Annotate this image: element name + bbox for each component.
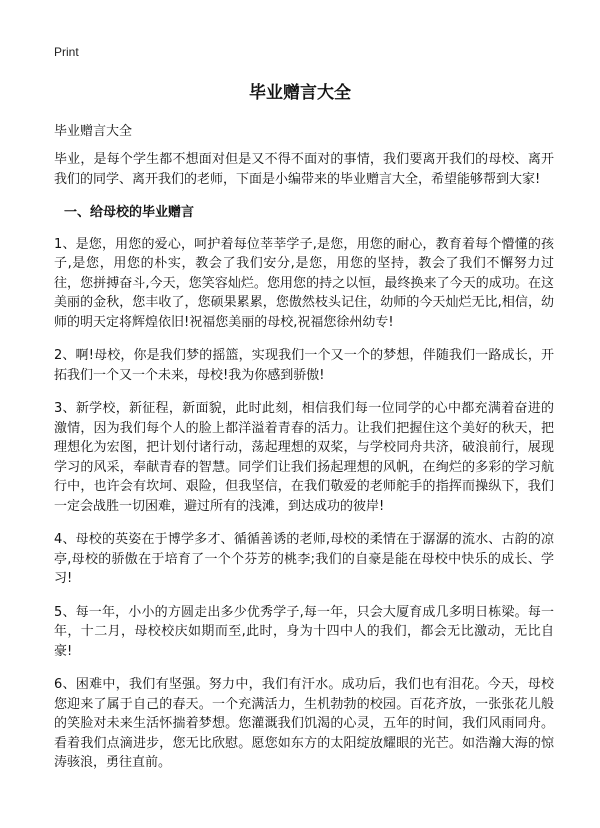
paragraph-6: 6、困难中，我们有坚强。努力中，我们有汗水。成功后，我们也有泪花。今天，母校您迎来了属于自己的春天。一个充满活力，生机勃勃的校园。百花齐放，一张张花儿般的笑脸对未来生活怀揣着梦想。您灌溉我们饥渴的心灵，五年的时间，我们风雨同舟。看着我们点滴进步，您无比欣慰。愿您如东方的太阳绽放耀眼的光芒。如浩瀚大海的惊涛骇浪，勇往直前。: [54, 677, 554, 770]
paragraph-1: 1、是您，用您的爱心，呵护着每位莘莘学子,是您，用您的耐心，教育着每个懵懂的孩子,是您，用您的朴实，教会了我们安分,是您，用您的坚持，教会了我们不懈努力过往，您拼搏奋斗,今天，您笑容灿烂。您用您的持之以恒，最终换来了今天的成功。在这美丽的金秋，您丰收了，您硕果累累，您傲然枝头记住，幼师的今天灿烂无比,相信，幼师的明天定将辉煌依旧!祝福您美丽的母校,祝福您徐州幼专!: [54, 236, 554, 330]
section-heading: 一、给母校的毕业赠言: [64, 205, 195, 220]
paragraph-5: 5、每一年，小小的方圆走出多少优秀学子,每一年，只会大厦育成几多明日栋梁。每一年，十二月，母校校庆如期而至,此时，身为十四中人的我们，都会无比激动，无比自豪!: [54, 604, 554, 659]
page-title: 毕业赠言大全: [249, 83, 351, 103]
paragraph-2: 2、啊!母校，你是我们梦的摇篮，实现我们一个又一个的梦想，伴随我们一路成长，开拓我们一个又一个未来，母校!我为你感到骄傲!: [54, 348, 554, 383]
article-body: [54, 150, 554, 787]
intro-paragraph: 毕业，是每个学生都不想面对但是又不得不面对的事情，我们要离开我们的母校、离开我们的同学、离开我们的老师，下面是小编带来的毕业赠言大全，希望能够帮到大家!: [54, 152, 554, 187]
document-subtitle: 毕业赠言大全: [54, 124, 133, 139]
paragraph-3: 3、新学校，新征程，新面貌，此时此刻，相信我们每一位同学的心中都充满着奋进的激情，因为我们每个人的脸上都洋溢着青春的活力。让我们把握住这个美好的秋天，把理想化为宏图，把计划付诸行动，荡起理想的双桨，与学校同舟共济，破浪前行，展现学习的风采，奉献青春的智慧。同学们让我们扬起理想的风帆，在绚烂的多彩的学习航行中，也许会有坎坷、艰险，但我坚信，在我们敬爱的老师舵手的指挥而操纵下，我们一定会战胜一切困难，避过所有的浅滩，到达成功的彼岸!: [54, 401, 554, 514]
print-link[interactable]: Print: [54, 45, 79, 59]
paragraph-4: 4、母校的英姿在于博学多才、循循善诱的老师,母校的柔情在于潺潺的流水、古韵的凉亭,母校的骄傲在于培育了一个个芬芳的桃李;我们的自豪是能在母校中快乐的成长、学习!: [54, 532, 554, 586]
